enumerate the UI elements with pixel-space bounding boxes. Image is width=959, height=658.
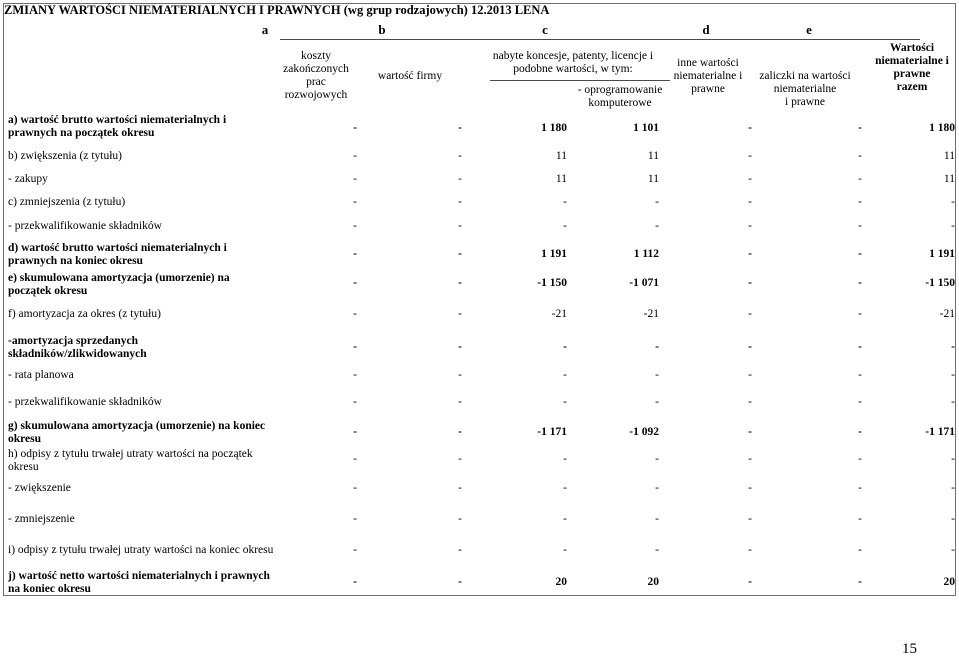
row-value: - <box>858 196 862 208</box>
column-header-d-line: inne wartości <box>677 57 739 69</box>
column-header-c-line: nabyte koncesje, patenty, licencje i <box>492 50 654 62</box>
row-value: 11 <box>647 173 659 185</box>
row-value: - <box>655 513 659 525</box>
row-label-line: prawnych na początek okresu <box>8 127 155 139</box>
row-value: - <box>353 513 357 525</box>
row-value: - <box>458 482 462 494</box>
column-letter-c: c <box>542 22 548 37</box>
row-label <box>8 150 122 163</box>
row-value: - <box>563 396 567 408</box>
row-value: - <box>858 150 862 162</box>
column-header-c-line: podobne wartości, w tym: <box>513 63 633 75</box>
row-value: - <box>458 369 462 381</box>
row-value: - <box>858 369 862 381</box>
column-header-a-line: prac <box>306 76 326 88</box>
column-header-c-sub-line: - oprogramowanie <box>577 84 663 96</box>
row-value: - <box>748 173 752 185</box>
row-value: - <box>748 396 752 408</box>
row-value: - <box>748 453 752 465</box>
row-value: - <box>748 576 752 588</box>
row-value: - <box>458 513 462 525</box>
row-value: -21 <box>551 308 567 320</box>
row-value: -1 150 <box>537 277 567 289</box>
column-letter-a: a <box>261 22 269 37</box>
column-header-total-line: Wartości <box>889 42 935 54</box>
column-header-total-line: niematerialne i <box>875 55 949 67</box>
row-label-line: g) skumulowana amortyzacja (umorzenie) na koniec <box>8 420 266 432</box>
row-label-line: j) wartość netto wartości niematerialnych i prawnych <box>8 570 270 582</box>
row-label-line: a) wartość brutto wartości niematerialnych i <box>8 114 227 126</box>
row-label <box>8 448 253 474</box>
row-value: 11 <box>555 173 567 185</box>
row-label-line: h) odpisy z tytułu trwałej utraty wartości na początek <box>8 448 253 460</box>
row-value: - <box>951 482 955 494</box>
page-title: ZMIANY WARTOŚCI NIEMATERIALNYCH I PRAWNYCH (wg grup rodzajowych) 12.2013 LENA <box>4 3 550 17</box>
row-value: - <box>353 453 357 465</box>
row-value: - <box>858 544 862 556</box>
row-value: - <box>858 426 862 438</box>
row-value: - <box>353 396 357 408</box>
row-value: -21 <box>643 308 659 320</box>
row-value: - <box>951 544 955 556</box>
row-label <box>8 196 125 209</box>
column-header-b-line: wartość firmy <box>377 70 443 82</box>
row-value: - <box>748 513 752 525</box>
column-header-d <box>668 57 748 96</box>
row-value: - <box>655 453 659 465</box>
column-c-divider <box>490 80 670 81</box>
row-value: -1 071 <box>629 277 659 289</box>
row-value: - <box>353 576 357 588</box>
row-value: - <box>353 341 357 353</box>
row-value: - <box>563 220 567 232</box>
header-divider <box>280 39 920 40</box>
row-value: - <box>458 196 462 208</box>
row-label-line: prawnych na koniec okresu <box>8 255 143 267</box>
row-value: - <box>858 248 862 260</box>
row-value: - <box>353 277 357 289</box>
row-label-line: - przekwalifikowanie składników <box>8 396 162 408</box>
row-label <box>8 242 227 268</box>
row-value: - <box>951 369 955 381</box>
row-value: - <box>353 122 357 134</box>
row-label <box>8 570 270 596</box>
row-value: - <box>353 220 357 232</box>
row-value: - <box>748 196 752 208</box>
row-value: - <box>748 482 752 494</box>
row-value: - <box>858 513 862 525</box>
row-value: - <box>951 513 955 525</box>
row-label-line: składników/zlikwidowanych <box>8 348 147 360</box>
row-value: 11 <box>555 150 567 162</box>
row-value: - <box>748 341 752 353</box>
row-value: - <box>748 150 752 162</box>
column-header-e-line: i prawne <box>785 96 825 108</box>
column-header-e-line: zaliczki na wartości <box>759 70 851 82</box>
row-value: - <box>858 341 862 353</box>
row-value: - <box>748 369 752 381</box>
row-value: - <box>951 341 955 353</box>
row-value: 1 180 <box>929 122 955 134</box>
row-value: 20 <box>943 576 955 588</box>
row-value: - <box>563 544 567 556</box>
row-label-line: - zakupy <box>8 173 48 185</box>
row-label-line: d) wartość brutto wartości niematerialnych i <box>8 242 227 254</box>
row-value: - <box>353 308 357 320</box>
column-header-d-line: niematerialne i <box>673 70 743 82</box>
column-header-b <box>368 70 452 83</box>
row-value: - <box>858 173 862 185</box>
row-value: - <box>748 308 752 320</box>
row-label <box>8 420 265 446</box>
row-value: - <box>563 341 567 353</box>
row-label <box>8 482 71 495</box>
row-label <box>8 335 147 361</box>
row-value: - <box>748 277 752 289</box>
row-label <box>8 308 161 321</box>
row-value: 20 <box>555 576 567 588</box>
column-header-a-line: koszty <box>300 50 332 62</box>
row-value: 11 <box>943 173 955 185</box>
row-value: - <box>458 453 462 465</box>
row-value: - <box>655 544 659 556</box>
row-value: 11 <box>943 150 955 162</box>
row-value: - <box>655 396 659 408</box>
row-label-line: b) zwiększenia (z tytułu) <box>8 150 122 162</box>
row-value: - <box>353 196 357 208</box>
column-header-e-line: niematerialne <box>773 83 837 95</box>
row-value: - <box>858 453 862 465</box>
column-header-a-line: rozwojowych <box>284 89 348 101</box>
row-label-line: - zwiększenie <box>8 482 71 494</box>
row-label-line: i) odpisy z tytułu trwałej utraty wartości na koniec okresu <box>8 544 274 556</box>
row-label-line: f) amortyzacja za okres (z tytułu) <box>8 308 161 320</box>
row-value: - <box>563 453 567 465</box>
row-value: - <box>858 576 862 588</box>
row-value: - <box>655 369 659 381</box>
row-value: 1 101 <box>633 122 659 134</box>
column-letter-e: e <box>806 22 812 37</box>
column-header-e <box>755 70 855 109</box>
row-value: - <box>748 248 752 260</box>
row-value: - <box>458 396 462 408</box>
row-label-line: -amortyzacja sprzedanych <box>8 335 138 347</box>
column-header-total-line: razem <box>896 81 928 93</box>
row-value: - <box>748 544 752 556</box>
row-value: - <box>951 196 955 208</box>
row-value: - <box>563 369 567 381</box>
row-label-line: na koniec okresu <box>8 583 91 595</box>
row-value: - <box>458 308 462 320</box>
row-value: -1 092 <box>629 426 659 438</box>
row-value: -21 <box>939 308 955 320</box>
row-value: - <box>563 196 567 208</box>
row-value: - <box>458 341 462 353</box>
row-value: - <box>563 482 567 494</box>
row-value: - <box>353 544 357 556</box>
row-value: - <box>951 396 955 408</box>
row-label-line: początek okresu <box>8 285 88 297</box>
row-label-line: - rata planowa <box>8 369 74 381</box>
column-header-d-line: prawne <box>691 83 725 95</box>
row-label <box>8 544 273 557</box>
row-value: - <box>353 369 357 381</box>
row-value: - <box>353 482 357 494</box>
column-letter-b: b <box>378 22 386 37</box>
row-label <box>8 396 162 409</box>
row-value: 11 <box>647 150 659 162</box>
row-label <box>8 114 226 140</box>
column-header-c-sub-line: komputerowe <box>588 97 652 109</box>
column-letter-d: d <box>702 22 710 37</box>
row-value: -1 171 <box>925 426 955 438</box>
row-label <box>8 220 162 233</box>
row-label <box>8 369 74 382</box>
row-value: - <box>858 308 862 320</box>
row-value: - <box>858 122 862 134</box>
row-label-line: c) zmniejszenia (z tytułu) <box>8 196 126 208</box>
row-value: - <box>563 513 567 525</box>
row-label <box>8 513 75 526</box>
row-label <box>8 173 48 186</box>
row-value: - <box>748 220 752 232</box>
row-label-line: okresu <box>8 461 39 473</box>
row-value: 20 <box>647 576 659 588</box>
row-value: - <box>655 341 659 353</box>
column-header-total-line: prawne <box>893 68 931 80</box>
column-header-total <box>866 42 958 94</box>
row-value: - <box>458 426 462 438</box>
row-value: 1 180 <box>541 122 567 134</box>
row-label-line: okresu <box>8 433 42 445</box>
row-value: - <box>858 220 862 232</box>
row-value: - <box>655 482 659 494</box>
column-header-a-line: zakończonych <box>283 63 349 75</box>
row-value: 1 191 <box>541 248 567 260</box>
row-value: - <box>748 122 752 134</box>
row-value: - <box>458 576 462 588</box>
row-value: -1 171 <box>537 426 567 438</box>
row-value: - <box>858 482 862 494</box>
row-label-line: - zmniejszenie <box>8 513 75 525</box>
column-header-a <box>280 50 352 102</box>
row-value: - <box>951 220 955 232</box>
column-header-c-sub <box>565 84 675 110</box>
row-value: - <box>458 248 462 260</box>
row-value: 1 112 <box>633 248 659 260</box>
row-value: - <box>353 248 357 260</box>
row-value: - <box>353 173 357 185</box>
row-value: - <box>748 426 752 438</box>
row-value: - <box>858 396 862 408</box>
row-value: - <box>458 544 462 556</box>
row-value: - <box>655 196 659 208</box>
row-value: - <box>353 150 357 162</box>
row-value: 1 191 <box>929 248 955 260</box>
row-value: - <box>458 122 462 134</box>
row-value: -1 150 <box>925 277 955 289</box>
row-value: - <box>458 150 462 162</box>
page-number: 15 <box>902 641 917 657</box>
row-value: - <box>951 453 955 465</box>
column-header-c <box>468 50 678 76</box>
row-label-line: e) skumulowana amortyzacja (umorzenie) na <box>8 272 230 284</box>
row-label-line: - przekwalifikowanie składników <box>8 220 162 232</box>
row-value: - <box>655 220 659 232</box>
row-value: - <box>353 426 357 438</box>
row-value: - <box>858 277 862 289</box>
row-label <box>8 272 230 298</box>
row-value: - <box>458 277 462 289</box>
row-value: - <box>458 173 462 185</box>
row-value: - <box>458 220 462 232</box>
